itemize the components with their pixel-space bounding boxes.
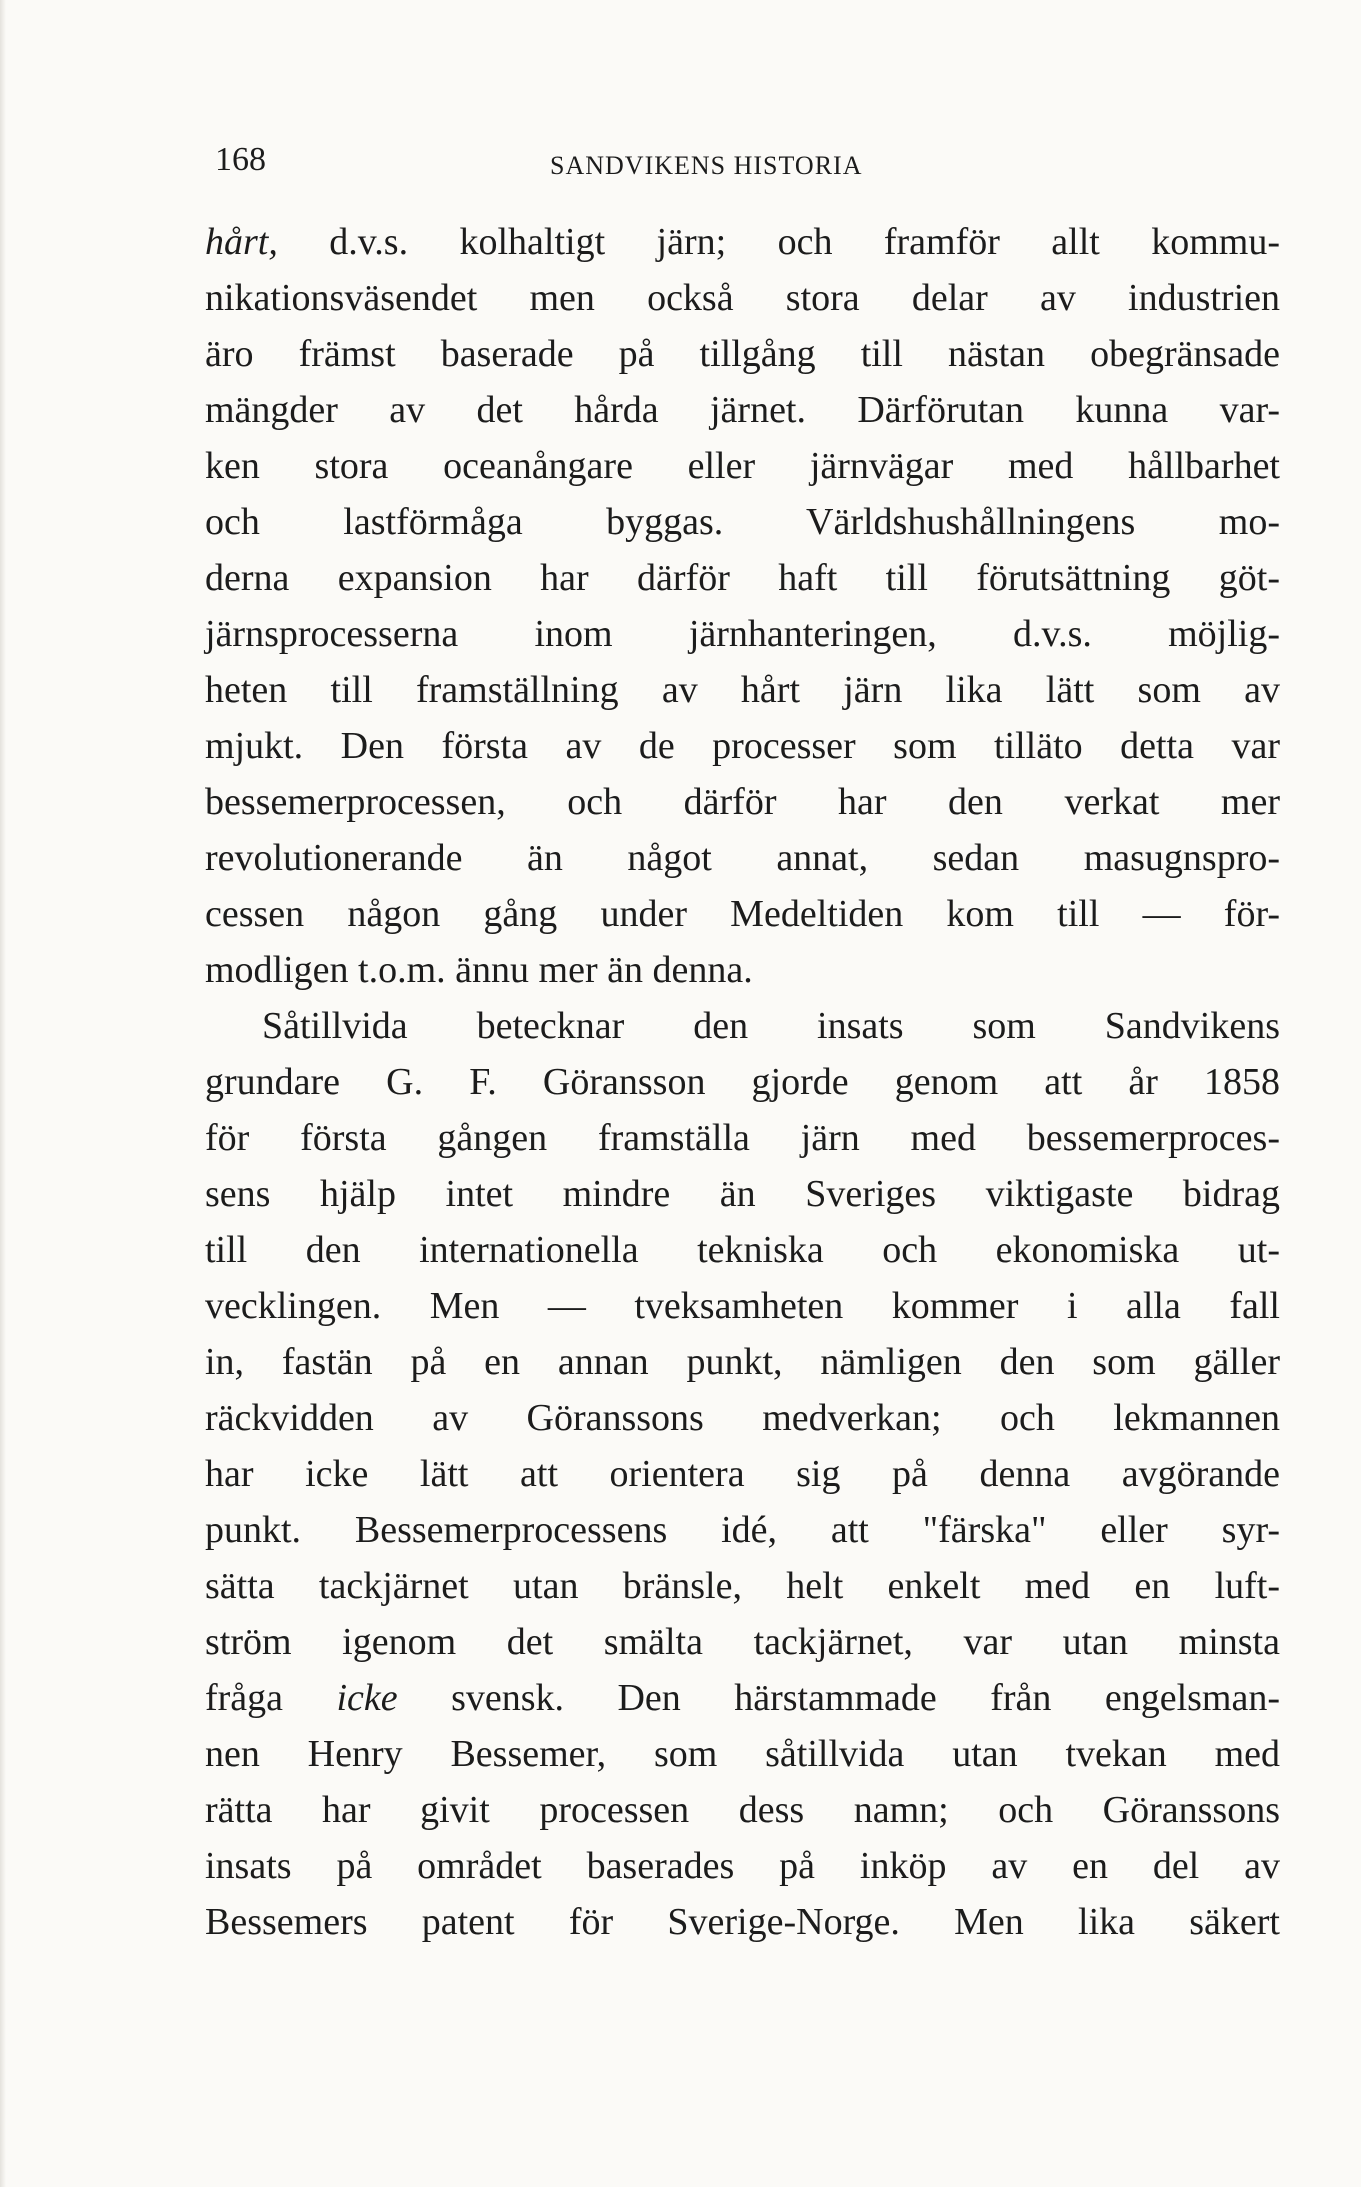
text-line: [205, 1670, 1280, 1726]
text-line: [205, 1782, 1280, 1838]
text-line: [205, 1894, 1280, 1950]
text-line: [205, 494, 1280, 550]
line-text: sätta tackjärnet utan bränsle, helt enkelt med en luft-: [205, 1565, 1280, 1607]
line-text: cessen någon gång under Medeltiden kom till — för-: [205, 893, 1280, 935]
page-number: 168: [215, 141, 266, 178]
text-line: [205, 662, 1280, 718]
text-line: [205, 1054, 1280, 1110]
line-text: revolutionerande än något annat, sedan masugnspro-: [205, 837, 1280, 879]
italic-text: icke: [336, 1677, 398, 1719]
text-line: [205, 1558, 1280, 1614]
line-text: insats på området baserades på inköp av en del av: [205, 1845, 1280, 1887]
line-text: svensk. Den härstammade från engelsman-: [397, 1677, 1280, 1719]
page-header: [215, 140, 1275, 190]
page-edge-shadow: [0, 0, 6, 2187]
line-text: mängder av det hårda järnet. Därförutan kunna var-: [205, 389, 1280, 431]
line-text: har icke lätt att orientera sig på denna avgörande: [205, 1453, 1280, 1495]
line-text: ström igenom det smälta tackjärnet, var utan minsta: [205, 1621, 1280, 1663]
line-text: bessemerprocessen, och därför har den verkat mer: [205, 781, 1280, 823]
line-text: ken stora oceanångare eller järnvägar med hållbarhet: [205, 445, 1280, 487]
line-text: grundare G. F. Göransson gjorde genom att år 1858: [205, 1061, 1280, 1103]
text-line: [205, 1222, 1280, 1278]
text-line: [205, 1726, 1280, 1782]
text-line: [205, 1166, 1280, 1222]
text-line: [205, 382, 1280, 438]
text-line: [205, 886, 1280, 942]
text-line: [205, 1334, 1280, 1390]
text-line: [205, 1110, 1280, 1166]
running-head: SANDVIKENS HISTORIA: [550, 151, 863, 180]
line-text: fråga: [205, 1677, 337, 1719]
line-text: nen Henry Bessemer, som såtillvida utan tvekan med: [205, 1733, 1280, 1775]
line-text: in, fastän på en annan punkt, nämligen den som gäller: [205, 1341, 1280, 1383]
text-line: [205, 214, 1280, 270]
text-line: [205, 718, 1280, 774]
text-line: [205, 1390, 1280, 1446]
text-line: [205, 1278, 1280, 1334]
line-text: derna expansion har därför haft till förutsättning göt-: [205, 557, 1280, 599]
line-text: Bessemers patent för Sverige-Norge. Men lika säkert: [205, 1901, 1280, 1943]
line-text: Såtillvida betecknar den insats som Sandvikens: [262, 1005, 1280, 1047]
line-text: nikationsväsendet men också stora delar av industrien: [205, 277, 1280, 319]
paragraph: [205, 214, 1280, 998]
text-line: [205, 438, 1280, 494]
line-text: d.v.s. kolhaltigt järn; och framför allt kommu-: [277, 221, 1280, 263]
text-line: [205, 550, 1280, 606]
line-text: modligen t.o.m. ännu mer än denna.: [205, 949, 753, 991]
paragraph: [205, 998, 1280, 1950]
text-line: [205, 1614, 1280, 1670]
text-line: [205, 270, 1280, 326]
line-text: räckvidden av Göranssons medverkan; och lekmannen: [205, 1397, 1280, 1439]
text-line: [205, 942, 1280, 998]
line-text: för första gången framställa järn med bessemerproces-: [205, 1117, 1280, 1159]
text-line: [205, 326, 1280, 382]
line-text: rätta har givit processen dess namn; och Göranssons: [205, 1789, 1280, 1831]
line-text: vecklingen. Men — tveksamheten kommer i alla fall: [205, 1285, 1280, 1327]
body-text: [205, 214, 1280, 1950]
text-line: [205, 774, 1280, 830]
text-line: [205, 1502, 1280, 1558]
text-line: [205, 1446, 1280, 1502]
text-line: [205, 1838, 1280, 1894]
line-text: punkt. Bessemerprocessens idé, att "färska" eller syr-: [205, 1509, 1280, 1551]
line-text: äro främst baserade på tillgång till nästan obegränsade: [205, 333, 1280, 375]
text-line: [205, 606, 1280, 662]
text-line: [205, 830, 1280, 886]
line-text: till den internationella tekniska och ekonomiska ut-: [205, 1229, 1280, 1271]
line-text: järnsprocesserna inom järnhanteringen, d.v.s. möjlig-: [205, 613, 1280, 655]
text-line: [205, 998, 1280, 1054]
line-text: heten till framställning av hårt järn lika lätt som av: [205, 669, 1280, 711]
line-text: sens hjälp intet mindre än Sveriges viktigaste bidrag: [205, 1173, 1280, 1215]
line-text: och lastförmåga byggas. Världshushållningens mo-: [205, 501, 1280, 543]
line-text: mjukt. Den första av de processer som tilläto detta var: [205, 725, 1280, 767]
italic-text: hårt,: [205, 221, 278, 263]
